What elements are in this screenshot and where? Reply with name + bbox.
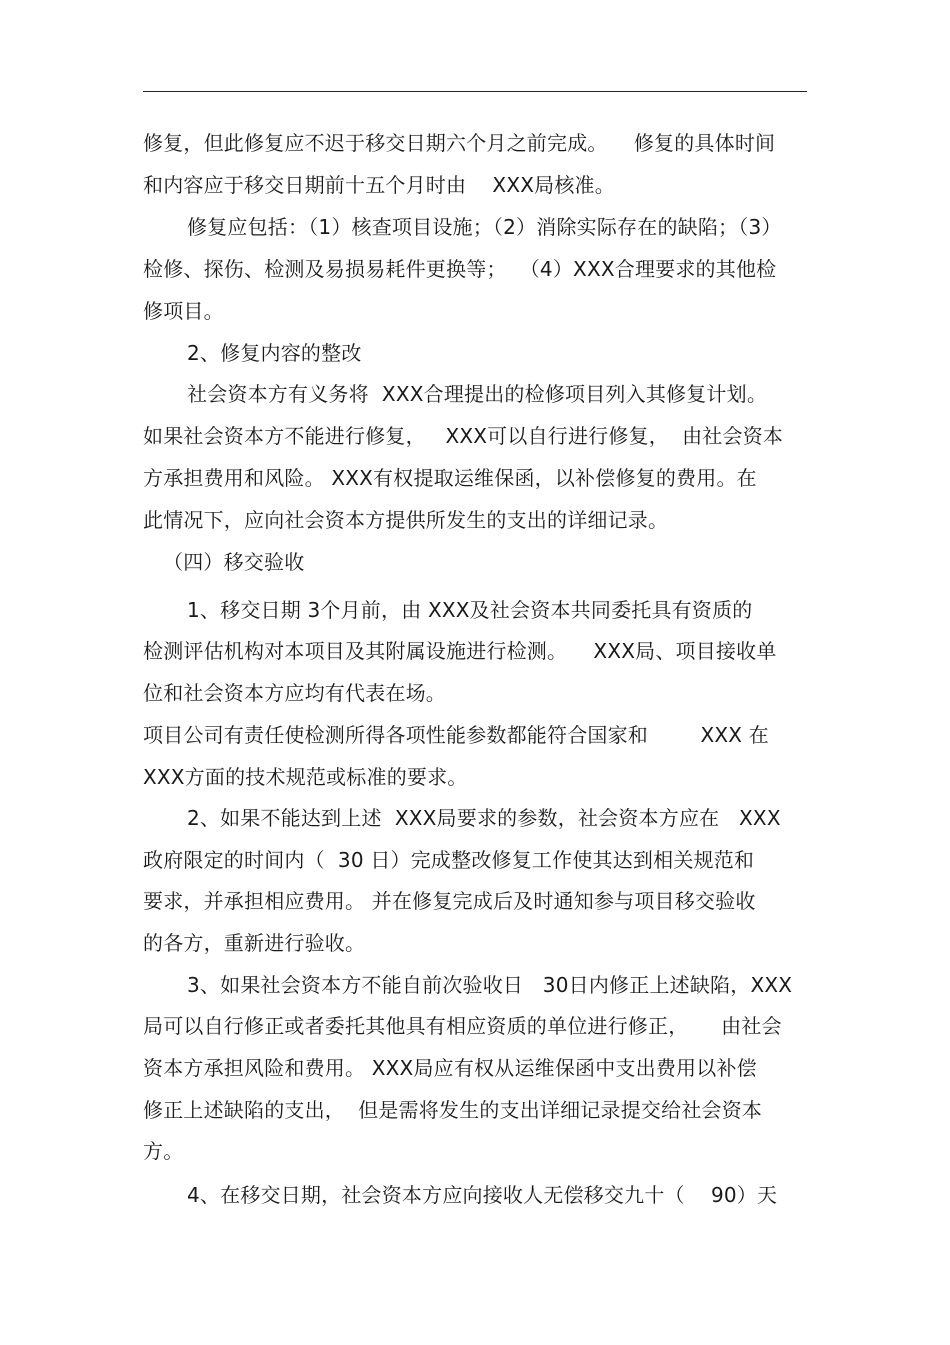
text-line: 4、在移交日期，社会资本方应向接收人无偿移交九十（ 90）天 — [187, 1183, 778, 1207]
text-line: 方。 — [143, 1139, 184, 1163]
text-line: 项目公司有责任使检测所得各项性能参数都能符合国家和 XXX 在 — [143, 723, 769, 747]
text-line: 局可以自行修正或者委托其他具有相应资质的单位进行修正， 由社会 — [143, 1014, 782, 1038]
text-line: 2、如果不能达到上述 XXX局要求的参数，社会资本方应在 XXX — [187, 806, 781, 830]
text-line: 修复，但此修复应不迟于移交日期六个月之前完成。 修复的具体时间 — [143, 131, 776, 155]
text-line: 的各方，重新进行验收。 — [143, 931, 366, 955]
text-line: 和内容应于移交日期前十五个月时由 XXX局核准。 — [143, 173, 615, 197]
text-line: 要求，并承担相应费用。 并在修复完成后及时通知参与项目移交验收 — [143, 889, 756, 913]
text-line: 政府限定的时间内（ 30 日）完成整改修复工作使其达到相关规范和 — [143, 848, 755, 872]
text-line: 方承担费用和风险。 XXX有权提取运维保函，以补偿修复的费用。在 — [143, 466, 757, 490]
text-line: 检测评估机构对本项目及其附属设施进行检测。 XXX局、项目接收单 — [143, 639, 777, 663]
text-line: 此情况下，应向社会资本方提供所发生的支出的详细记录。 — [143, 508, 669, 532]
text-line: 3、如果社会资本方不能自前次验收日 30日内修正上述缺陷，XXX — [187, 973, 793, 997]
section-heading: （四）移交验收 — [163, 550, 305, 574]
text-line: 修项目。 — [143, 299, 224, 323]
header-rule — [143, 91, 807, 92]
text-line: 社会资本方有义务将 XXX合理提出的检修项目列入其修复计划。 — [187, 382, 768, 406]
text-line: 修正上述缺陷的支出， 但是需将发生的支出详细记录提交给社会资本 — [143, 1098, 763, 1122]
section-heading: 2、修复内容的整改 — [187, 341, 362, 365]
text-line: 位和社会资本方应均有代表在场。 — [143, 681, 446, 705]
text-line: XXX方面的技术规范或标准的要求。 — [143, 765, 468, 789]
text-line: 如果社会资本方不能进行修复， XXX可以自行进行修复， 由社会资本 — [143, 424, 784, 448]
text-line: 检修、探伤、检测及易损易耗件更换等； （4）XXX合理要求的其他检 — [143, 257, 777, 281]
text-line: 资本方承担风险和费用。 XXX局应有权从运维保函中支出费用以补偿 — [143, 1056, 757, 1080]
text-line: 修复应包括：（1）核查项目设施；（2）消除实际存在的缺陷；（3） — [187, 215, 782, 239]
text-line: 1、移交日期 3个月前，由 XXX及社会资本共同委托具有资质的 — [187, 598, 753, 622]
